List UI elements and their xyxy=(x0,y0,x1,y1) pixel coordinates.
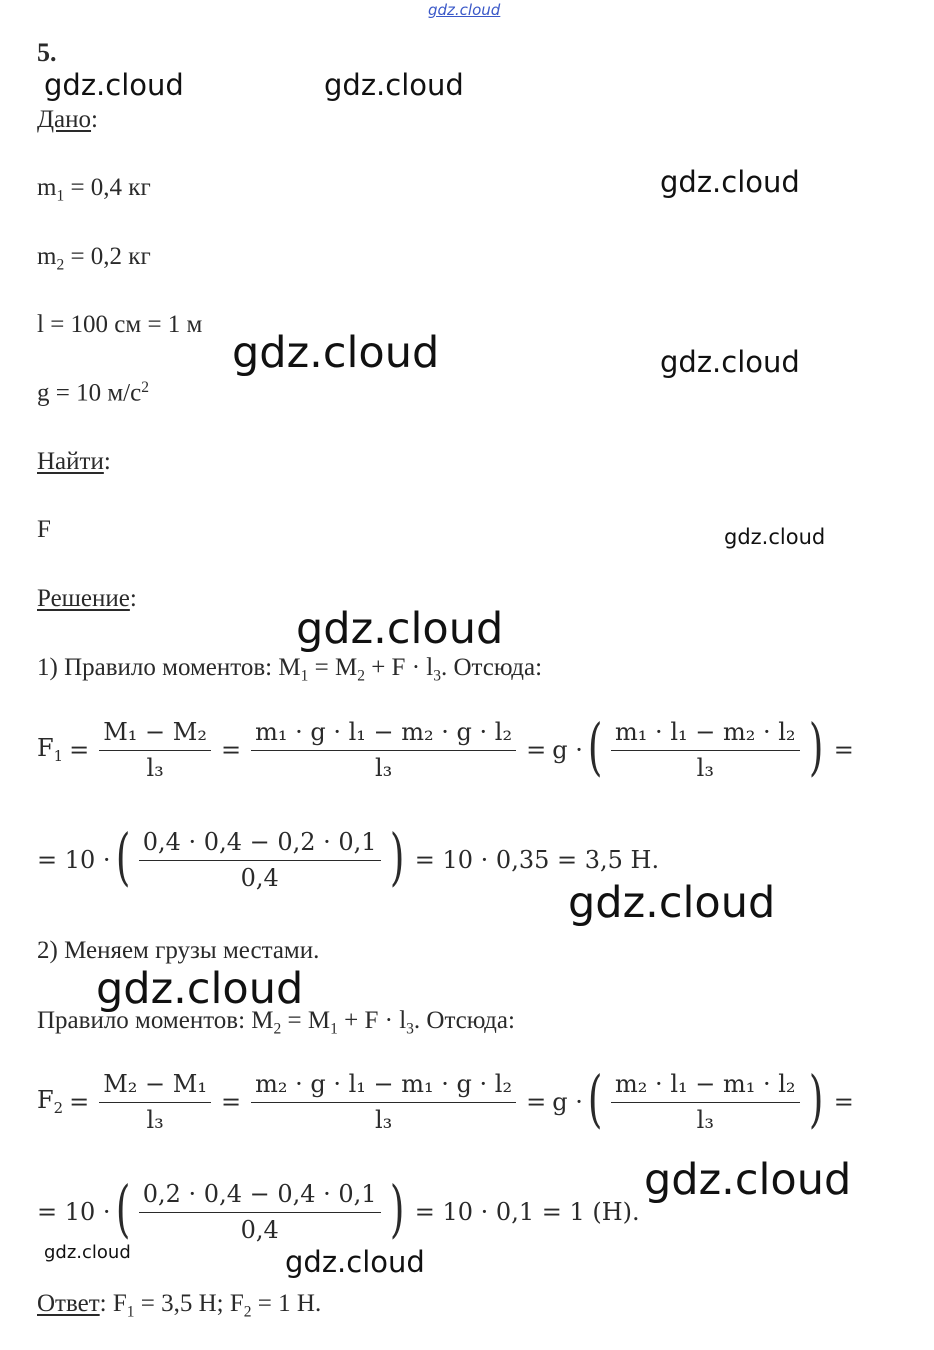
find-heading: Найти: xyxy=(37,448,111,475)
given-g: g = 10 $м/с^2$ xyxy=(37,379,149,407)
watermark: gdz.cloud xyxy=(568,878,776,928)
f1-frac-numeric: $\frac{0,4 \cdot 0,4 - 0,2 \cdot 0,1}{0,4}$ xyxy=(141,828,379,892)
formula-f1-line1: $F_1$ = $\frac{\text{M₁ − M₂}}{\text{l₃}}$ = $\frac{\text{m₁ · g · l₁ − m₂ · g · l₂}}{\text{l₃}}$ = g · ( $\frac{\text{m₁ · l₁ − m₂ · l₂}}{\text{l₃}}$ ) = xyxy=(37,710,854,783)
watermark: gdz.cloud xyxy=(644,1155,852,1205)
f1-lhs: $F_1$ xyxy=(37,734,64,766)
f2-frac-masses: $\frac{\text{m₂ · g · l₁ − m₁ · g · l₂}}{\text{l₃}}$ xyxy=(253,1070,514,1134)
solution-heading: Решение: xyxy=(37,585,137,612)
given-length: l = 100 см = 1 м xyxy=(37,311,203,338)
step1-text: 1) Правило моментов: $M_1 = M_2 + F \cdot l_3$. Отсюда: xyxy=(37,654,543,685)
given-m1: $m_1 = 0,4$ кг xyxy=(37,174,151,205)
problem-number: 5. xyxy=(37,38,57,67)
watermark: gdz.cloud xyxy=(44,1242,131,1263)
watermark: gdz.cloud xyxy=(324,68,464,102)
watermark: gdz.cloud xyxy=(96,964,304,1014)
formula-f1-line2: = 10 · ( $\frac{0,4 \cdot 0,4 - 0,2 \cdot 0,1}{0,4}$ ) = 10 · 0,35 = 3,5 Н. xyxy=(37,820,660,893)
f2-lhs: $F_2$ xyxy=(37,1086,64,1118)
f2-frac-factored: $\frac{\text{m₂ · l₁ − m₁ · l₂}}{\text{l₃}}$ xyxy=(613,1070,798,1134)
step2-text: 2) Меняем грузы местами. xyxy=(37,937,320,964)
given-heading: Дано: xyxy=(37,106,98,133)
f2-frac-numeric: $\frac{0,2 \cdot 0,4 - 0,4 \cdot 0,1}{0,4}$ xyxy=(141,1180,379,1244)
watermark: gdz.cloud xyxy=(660,345,800,379)
watermark: gdz.cloud xyxy=(660,165,800,199)
watermark: gdz.cloud xyxy=(296,604,504,654)
f1-frac-moments: $\frac{\text{M₁ − M₂}}{\text{l₃}}$ xyxy=(101,718,209,782)
formula-f2-line2: = 10 · ( $\frac{0,2 \cdot 0,4 - 0,4 \cdot 0,1}{0,4}$ ) = 10 · 0,1 = 1 (Н). xyxy=(37,1172,640,1245)
watermark: gdz.cloud xyxy=(285,1245,425,1279)
watermark: gdz.cloud xyxy=(724,525,826,549)
watermark: gdz.cloud xyxy=(44,68,184,102)
site-link[interactable]: gdz.cloud xyxy=(428,1,501,19)
find-value: F xyxy=(37,516,51,543)
answer-line: Ответ: $F_1 = 3,5$ Н; $F_2 = 1$ Н. xyxy=(37,1290,322,1321)
formula-f2-line1: $F_2$ = $\frac{\text{M₂ − M₁}}{\text{l₃}}$ = $\frac{\text{m₂ · g · l₁ − m₁ · g · l₂}}{\text{l₃}}$ = g · ( $\frac{\text{m₂ · l₁ − m₁ · l₂}}{\text{l₃}}$ ) = xyxy=(37,1062,854,1135)
f2-frac-moments: $\frac{\text{M₂ − M₁}}{\text{l₃}}$ xyxy=(101,1070,209,1134)
watermark: gdz.cloud xyxy=(232,328,440,378)
f1-frac-masses: $\frac{\text{m₁ · g · l₁ − m₂ · g · l₂}}{\text{l₃}}$ xyxy=(253,718,514,782)
given-m2: $m_2 = 0,2$ кг xyxy=(37,243,151,274)
step2-rule: Правило моментов: $M_2 = M_1 + F \cdot l_3$. Отсюда: xyxy=(37,1007,515,1038)
f1-frac-factored: $\frac{\text{m₁ · l₁ − m₂ · l₂}}{\text{l₃}}$ xyxy=(613,718,798,782)
